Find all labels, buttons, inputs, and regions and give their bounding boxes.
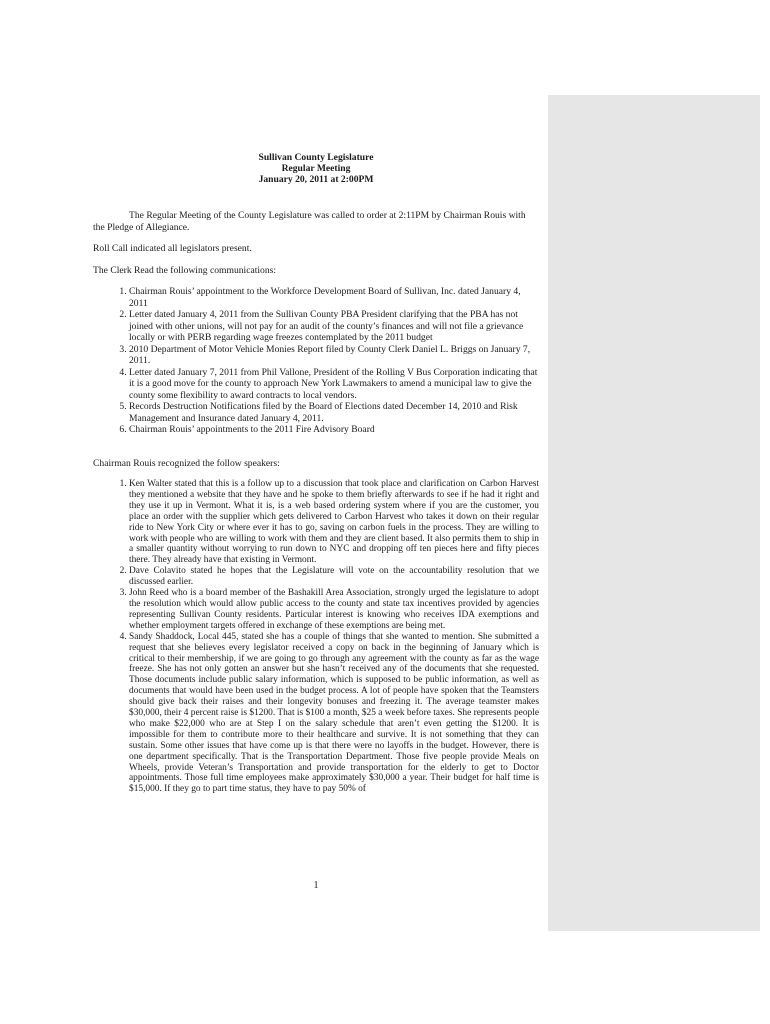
header-title: Sullivan County Legislature — [258, 152, 374, 163]
speakers-list — [93, 479, 539, 795]
list-item: 3. 2010 Department of Motor Vehicle Monies Report filed by County Clerk Daniel L. Briggs on January 7, 2011. — [129, 344, 539, 367]
communications-list — [93, 286, 539, 436]
roll-call-paragraph: Roll Call indicated all legislators present. — [93, 243, 252, 254]
list-item: 2. Dave Colavito stated he hopes that the Legislature will vote on the accountability resolution that we discussed earlier. — [129, 566, 539, 588]
clerk-intro-paragraph: The Clerk Read the following communications: — [93, 264, 277, 276]
list-item: 4. Sandy Shaddock, Local 445, stated she has a couple of things that she wanted to mention. She submitted a request that she believes every legislator received a copy on back in the beginning of January which is critical to their membership, if we are going to go through any agreement with the county as far as the wage freeze. She has not only gotten an answer but she hasn’t received any of the documents that she requested. Those documents include public salary information, which is supposed to be public information, as well as documents that would have been used in the budget process. A lot of people have spoken that the Teamsters should give back their raises and their longevity bonuses and freezing it. The average teamster makes $30,000, their 4 percent raise is $1200. That is $100 a month, $25 a week before taxes. She represents people who make $22,000 who are at Step I on the salary schedule that aren’t even getting the $1200. It is impossible for them to contribute more to their healthcare and survive. It is not something that they can sustain. Some other issues that have come up is that there were no layoffs in the budget. However, there is one department specifically. That is the Transportation Department. Those five people provide Meals on Wheels, provide Veteran’s Transportation and provide transportation for the elderly to get to Doctor appointments. Those full time employees make approximately $30,000 a year. Their budget for half time is $15,000. If they go to part time status, they have to pay 50% of — [129, 632, 539, 796]
document-header — [93, 152, 539, 185]
header-date: January 20, 2011 at 2:00PM — [258, 174, 374, 185]
header-subtitle: Regular Meeting — [281, 163, 351, 174]
list-item: 2. Letter dated January 4, 2011 from the Sullivan County PBA President clarifying that the PBA has not joined with other unions, will not pay for an audit of the county’s finances and will not file a grievance locally or with PERB regarding wage freezes contemplated by the 2011 budget — [129, 309, 539, 344]
list-item: 6. Chairman Rouis’ appointments to the 2011 Fire Advisory Board — [129, 424, 539, 436]
comment-pane — [548, 95, 760, 931]
list-item: 4. Letter dated January 7, 2011 from Phil Vallone, President of the Rolling V Bus Corporation indicating that it is a good move for the county to approach New York Lawmakers to amend a municipal law to give the county some flexibility to award contracts to local vendors. — [129, 367, 539, 402]
document-page — [93, 152, 539, 891]
page-number: 1 — [313, 880, 319, 891]
list-item: 3. John Reed who is a board member of the Bashakill Area Association, strongly urged the legislature to adopt the resolution which would allow public access to the county and state tax incentives provided by agencies representing Sullivan County residents. Particular interest is knowing who receives IDA exemptions and whether employment targets offered in exchange of these exemptions are being met. — [129, 588, 539, 632]
list-item: 5. Records Destruction Notifications filed by the Board of Elections dated December 14, 2010 and Risk Management and Insurance dated January 4, 2011. — [129, 401, 539, 424]
speakers-intro-paragraph: Chairman Rouis recognized the follow speakers: — [93, 457, 280, 469]
list-item: 1. Chairman Rouis’ appointment to the Workforce Development Board of Sullivan, Inc. dated January 4, 2011 — [129, 286, 539, 309]
intro-paragraph: The Regular Meeting of the County Legislature was called to order at 2:11PM by Chairman Rouis with the Pledge of Allegiance. — [93, 210, 526, 233]
list-item: 1. Ken Walter stated that this is a follow up to a discussion that took place and clarification on Carbon Harvest they mentioned a website that they have and he spoke to them briefly afterwards to see if he had it right and they use it up in Vermont. What it is, is a web based ordering system where if you are the customer, you place an order with the supplier which gets delivered to Carbon Harvest who takes it down on their regular ride to New York City or where ever it has to go, saving on carbon fuels in the process. They are willing to work with people who are willing to work with them and they are client based. It also permits them to ship in a smaller quantity without worrying to run down to NYC and dropping off ten pieces here and fifty pieces there. They already have that existing in Vermont. — [129, 479, 539, 566]
